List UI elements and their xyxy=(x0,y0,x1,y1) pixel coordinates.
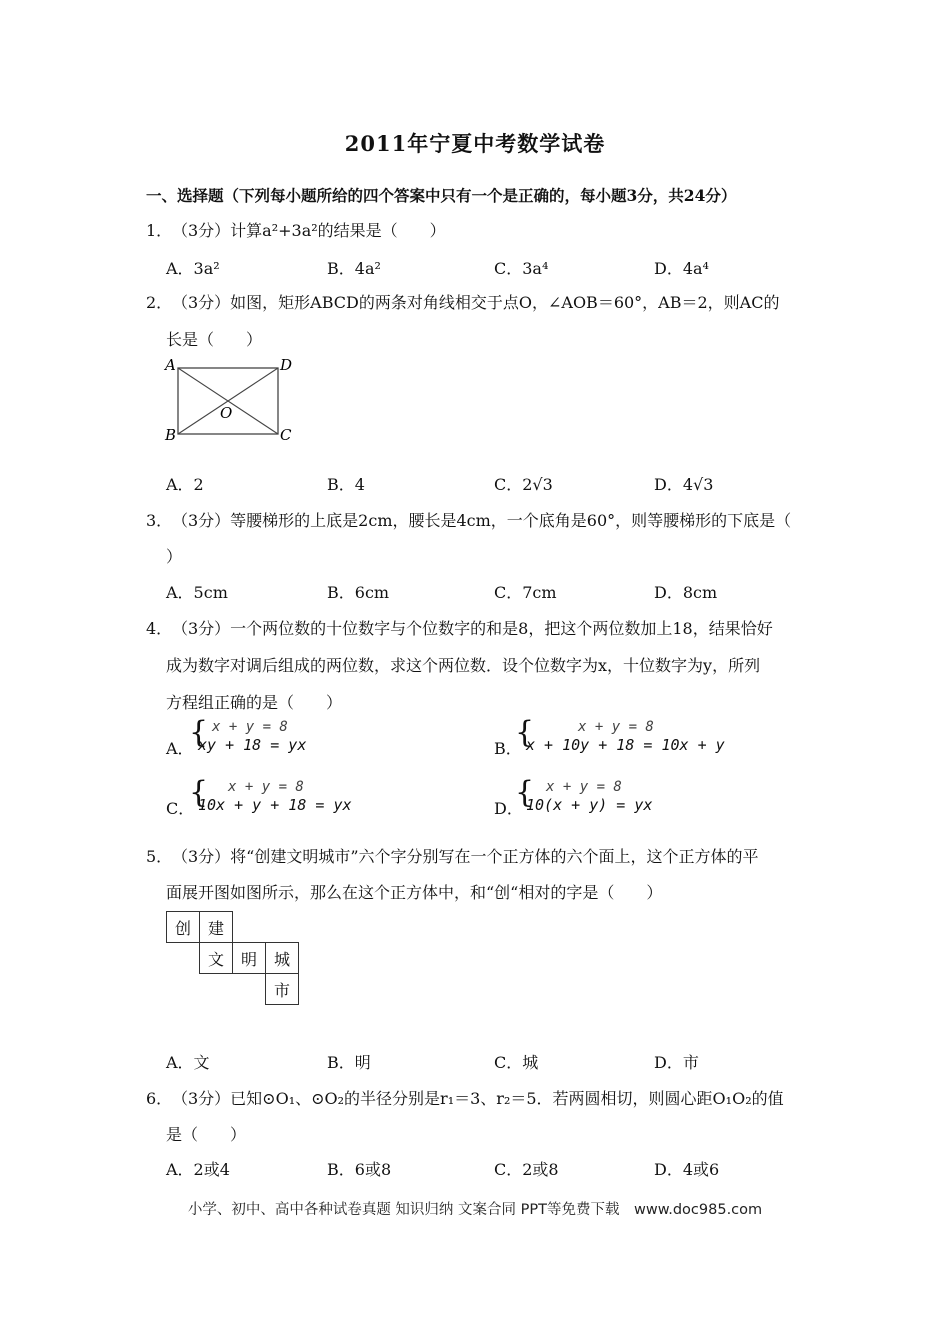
q5-option-a: A．文 xyxy=(166,1053,210,1072)
q3-number: 3． xyxy=(146,511,173,530)
q2-option-a: A．2 xyxy=(166,475,204,494)
q6-number: 6． xyxy=(146,1089,173,1108)
q6-text-line1: （3分）已知⊙O₁、⊙O₂的半径分别是r₁＝3、r₂＝5．若两圆相切，则圆心距O₁O₂的值 xyxy=(172,1089,784,1108)
net-cell-chuang: 创 xyxy=(167,912,200,943)
net-cell-shi: 市 xyxy=(266,974,299,1005)
q1-option-a: A．3a² xyxy=(166,259,220,278)
q4-option-b-eq2: x + 10y + 18 = 10x + y xyxy=(526,736,725,754)
q4-text-line1: （3分）一个两位数的十位数字与个位数字的和是8，把这个两位数加上18，结果恰好 xyxy=(172,619,773,638)
figure-label-d: D xyxy=(280,356,293,374)
q5-text-line2: 面展开图如图所示，那么在这个正方体中，和“创“相对的字是（ ） xyxy=(166,883,663,902)
q2-option-b: B．4 xyxy=(327,475,365,494)
net-cell-empty xyxy=(233,912,266,943)
cube-net-figure xyxy=(166,911,299,1005)
q4-option-c-brace: { xyxy=(189,775,209,810)
net-cell-cheng: 城 xyxy=(266,943,299,974)
net-cell-wen: 文 xyxy=(200,943,233,974)
figure-label-o: O xyxy=(220,404,233,422)
q4-option-a-brace: { xyxy=(189,715,209,750)
q1-text: （3分）计算a²+3a²的结果是（ ） xyxy=(172,221,446,240)
q5-option-c: C．城 xyxy=(494,1053,539,1072)
figure-label-c: C xyxy=(280,426,292,444)
q4-option-a-eq2: xy + 18 = yx xyxy=(198,736,307,754)
q4-option-c-eq2: 10x + y + 18 = yx xyxy=(198,796,352,814)
q3-option-d: D．8cm xyxy=(654,583,718,602)
q6-text-line2: 是（ ） xyxy=(166,1125,247,1144)
q4-option-c-label: C． xyxy=(166,799,195,818)
figure-label-b: B xyxy=(165,426,177,444)
q5-option-d: D．市 xyxy=(654,1053,699,1072)
footer-text: 小学、初中、高中各种试卷真题 知识归纳 文案合同 PPT等免费下载 www.doc985.com xyxy=(187,1202,763,1218)
q6-option-b: B．6或8 xyxy=(327,1160,392,1179)
q6-option-a: A．2或4 xyxy=(166,1160,230,1179)
net-cell-empty xyxy=(233,974,266,1005)
page-title: 2011年宁夏中考数学试卷 xyxy=(344,131,606,156)
q2-option-d: D．4√3 xyxy=(654,475,714,494)
q5-text-line1: （3分）将“创建文明城市”六个字分别写在一个正方体的六个面上，这个正方体的平 xyxy=(172,847,759,866)
net-cell-jian: 建 xyxy=(200,912,233,943)
net-cell-empty xyxy=(200,974,233,1005)
q1-option-d: D．4a⁴ xyxy=(654,259,709,278)
q5-option-b: B．明 xyxy=(327,1053,371,1072)
q4-option-d-label: D． xyxy=(494,799,523,818)
net-cell-empty xyxy=(167,943,200,974)
q4-option-d-brace: { xyxy=(515,775,535,810)
q3-text-line2: ） xyxy=(166,547,183,566)
q4-option-a-label: A． xyxy=(166,739,194,758)
net-cell-ming: 明 xyxy=(233,943,266,974)
q1-number: 1． xyxy=(146,221,173,240)
q2-number: 2． xyxy=(146,293,173,312)
q5-number: 5． xyxy=(146,847,173,866)
q4-option-d-eq1: x + y = 8 xyxy=(546,779,622,795)
section-header: 一、选择题（下列每小题所给的四个答案中只有一个是正确的，每小题3分，共24分） xyxy=(146,186,737,205)
q4-option-d-eq2: 10(x + y) = yx xyxy=(526,796,653,814)
q4-option-b-eq1: x + y = 8 xyxy=(578,719,654,735)
q3-option-a: A．5cm xyxy=(166,583,228,602)
q2-option-c: C．2√3 xyxy=(494,475,553,494)
net-cell-empty xyxy=(167,974,200,1005)
q1-option-c: C．3a⁴ xyxy=(494,259,549,278)
q2-text-line1: （3分）如图，矩形ABCD的两条对角线相交于点O，∠AOB＝60°，AB＝2，则AC的 xyxy=(172,293,780,312)
net-cell-empty xyxy=(266,912,299,943)
q6-option-d: D．4或6 xyxy=(654,1160,720,1179)
q1-option-b: B．4a² xyxy=(327,259,381,278)
q4-option-b-label: B． xyxy=(494,739,522,758)
q2-text-line2: 长是（ ） xyxy=(166,330,263,349)
q4-text-line2: 成为数字对调后组成的两位数，求这个两位数．设个位数字为x，十位数字为y，所列 xyxy=(166,656,761,675)
q4-option-a-eq1: x + y = 8 xyxy=(212,719,288,735)
q3-option-b: B．6cm xyxy=(327,583,390,602)
q3-option-c: C．7cm xyxy=(494,583,557,602)
q4-text-line3: 方程组正确的是（ ） xyxy=(166,693,343,712)
figure-label-a: A xyxy=(165,356,176,374)
q4-option-c-eq1: x + y = 8 xyxy=(228,779,304,795)
q4-option-b-brace: { xyxy=(515,715,535,750)
q3-text-line1: （3分）等腰梯形的上底是2cm，腰长是4cm，一个底角是60°，则等腰梯形的下底是（ xyxy=(172,511,792,530)
q4-number: 4． xyxy=(146,619,173,638)
rectangle-figure xyxy=(162,356,302,446)
q6-option-c: C．2或8 xyxy=(494,1160,559,1179)
